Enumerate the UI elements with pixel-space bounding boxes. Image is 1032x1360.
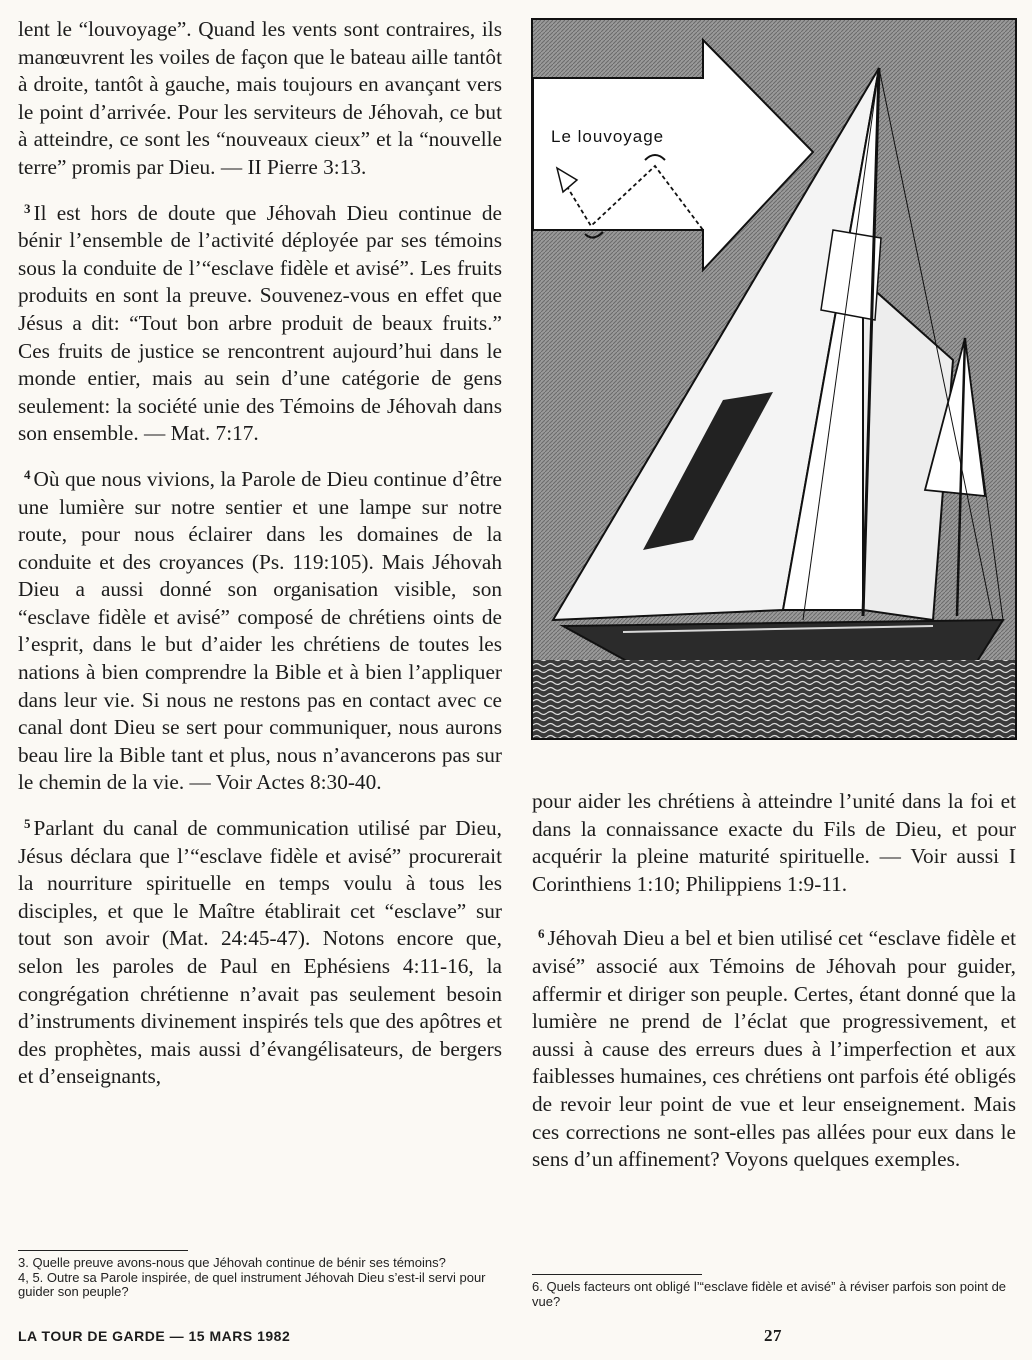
paragraph-number: 4 xyxy=(24,466,31,482)
footnote-6: 6. Quels facteurs ont obligé l’“esclave fidèle et avisé” à réviser parfois son point de vue? xyxy=(532,1279,1007,1309)
footnote-3: 3. Quelle preuve avons-nous que Jéhovah continue de bénir ses témoins? xyxy=(18,1255,446,1270)
footnote-rule-left xyxy=(18,1250,188,1251)
paragraph-5: $^5$ Parlant du canal de communication utilisé par Dieu, Jésus déclara que l’“esclave fidèle et avisé” procurerait la nourriture spirituelle en temps voulu à tous les disciples, et que le Maître établirait cet “esclave” sur tout son avoir (Mat. 24:45-47). Notons encore que, selon les paroles de Paul en Ephésiens 4:11-16, la congrégation chrétienne n’avait pas seulement besoin d’instruments divinement inspirés tels que des apôtres et des prophètes, mais aussi d’évangélisateurs, de bergers et d’enseignants, xyxy=(18,816,502,1089)
sailboat-drawing xyxy=(533,20,1015,738)
left-column xyxy=(18,16,502,1104)
paragraph-continued: lent le “louvoyage”. Quand les vents sont contraires, ils manœuvrent les voiles de façon que le bateau aille tantôt à droite, tantôt à gauche, mais toujours en avançant vers le point d’arrivée. Pour les serviteurs de Jéhovah, ce but à atteindre, ce sont les “nouveaux cieux” et la “nouvelle terre” promis par Dieu. — II Pierre 3:13. xyxy=(18,17,502,179)
paragraph-number: 5 xyxy=(24,816,31,832)
paragraph-number: 3 xyxy=(24,200,31,216)
paragraph-3: $^3$ Il est hors de doute que Jéhovah Dieu continue de bénir l’ensemble de l’activité déployée par ses témoins sous la conduite de l’“esclave fidèle et avisé”. Les fruits produits en sont la preuve. Souvenez-vous en effet que Jésus a dit: “Tout bon arbre produit de beaux fruits.” Ces fruits de justice se rencontrent aujourd’hui dans le monde entier, mais au sein d’une catégorie de gens seulement: la société unie des Témoins de Jéhovah dans son ensemble. — Mat. 7:17. xyxy=(18,200,502,446)
publication-line: LA TOUR DE GARDE — 15 MARS 1982 xyxy=(18,1328,291,1344)
illustration-caption: Le louvoyage xyxy=(551,127,665,146)
paragraph-6: $^6$ Jéhovah Dieu a bel et bien utilisé cet “esclave fidèle et avisé” associé aux Témoins de Jéhovah pour guider, affermir et diriger son peuple. Certes, étant donné que la lumière ne prend de l’éclat que progressivement, et aussi à cause des erreurs dues à l’imperfection et aux faiblesses humaines, ces chrétiens ont parfois été obligés de revoir leur point de vue et leur enseignement. Mais ces corrections ne sont-elles pas allées pour eux dans le sens d’un affinement? Voyons quelques exemples. xyxy=(532,926,1016,1172)
footnote-4-5: 4, 5. Outre sa Parole inspirée, de quel instrument Jéhovah Dieu s’est-il servi pour guider son peuple? xyxy=(18,1269,486,1299)
footnotes-left xyxy=(18,1256,504,1300)
sea xyxy=(533,660,1015,738)
paragraph-4: $^4$ Où que nous vivions, la Parole de Dieu continue d’être une lumière sur notre sentier et une lampe sur notre route, pour nous éclairer dans les domaines de la conduite et des croyances (Ps. 119:105). Mais Jéhovah Dieu a aussi donné son organisation visible, son “esclave fidèle et avisé” composé de chrétiens oints de l’esprit, dans le but d’aider les chrétiens de toutes les nations à bien comprendre la Bible et à bien l’appliquer dans leur vie. Si nous ne restons pas en contact avec ce canal dont Dieu se sert pour communiquer, nous aurons beau lire la Bible tant et plus, nous n’avancerons pas sur le chemin de la vie. — Voir Actes 8:30-40. xyxy=(18,466,502,795)
paragraph-number: 6 xyxy=(538,926,545,942)
footnote-rule-right xyxy=(532,1274,702,1275)
right-column xyxy=(532,788,1016,1187)
page-footer xyxy=(18,1324,1016,1348)
paragraph-5-continued: pour aider les chrétiens à atteindre l’unité dans la foi et dans la connaissance exacte du Fils de Dieu, et pour acquérir la pleine maturité spirituelle. — Voir aussi I Corinthiens 1:10; Philippiens 1:9-11. xyxy=(532,789,1016,896)
sailboat-illustration xyxy=(531,18,1017,740)
page-number: 27 xyxy=(764,1326,782,1345)
footnotes-right xyxy=(532,1280,1016,1309)
